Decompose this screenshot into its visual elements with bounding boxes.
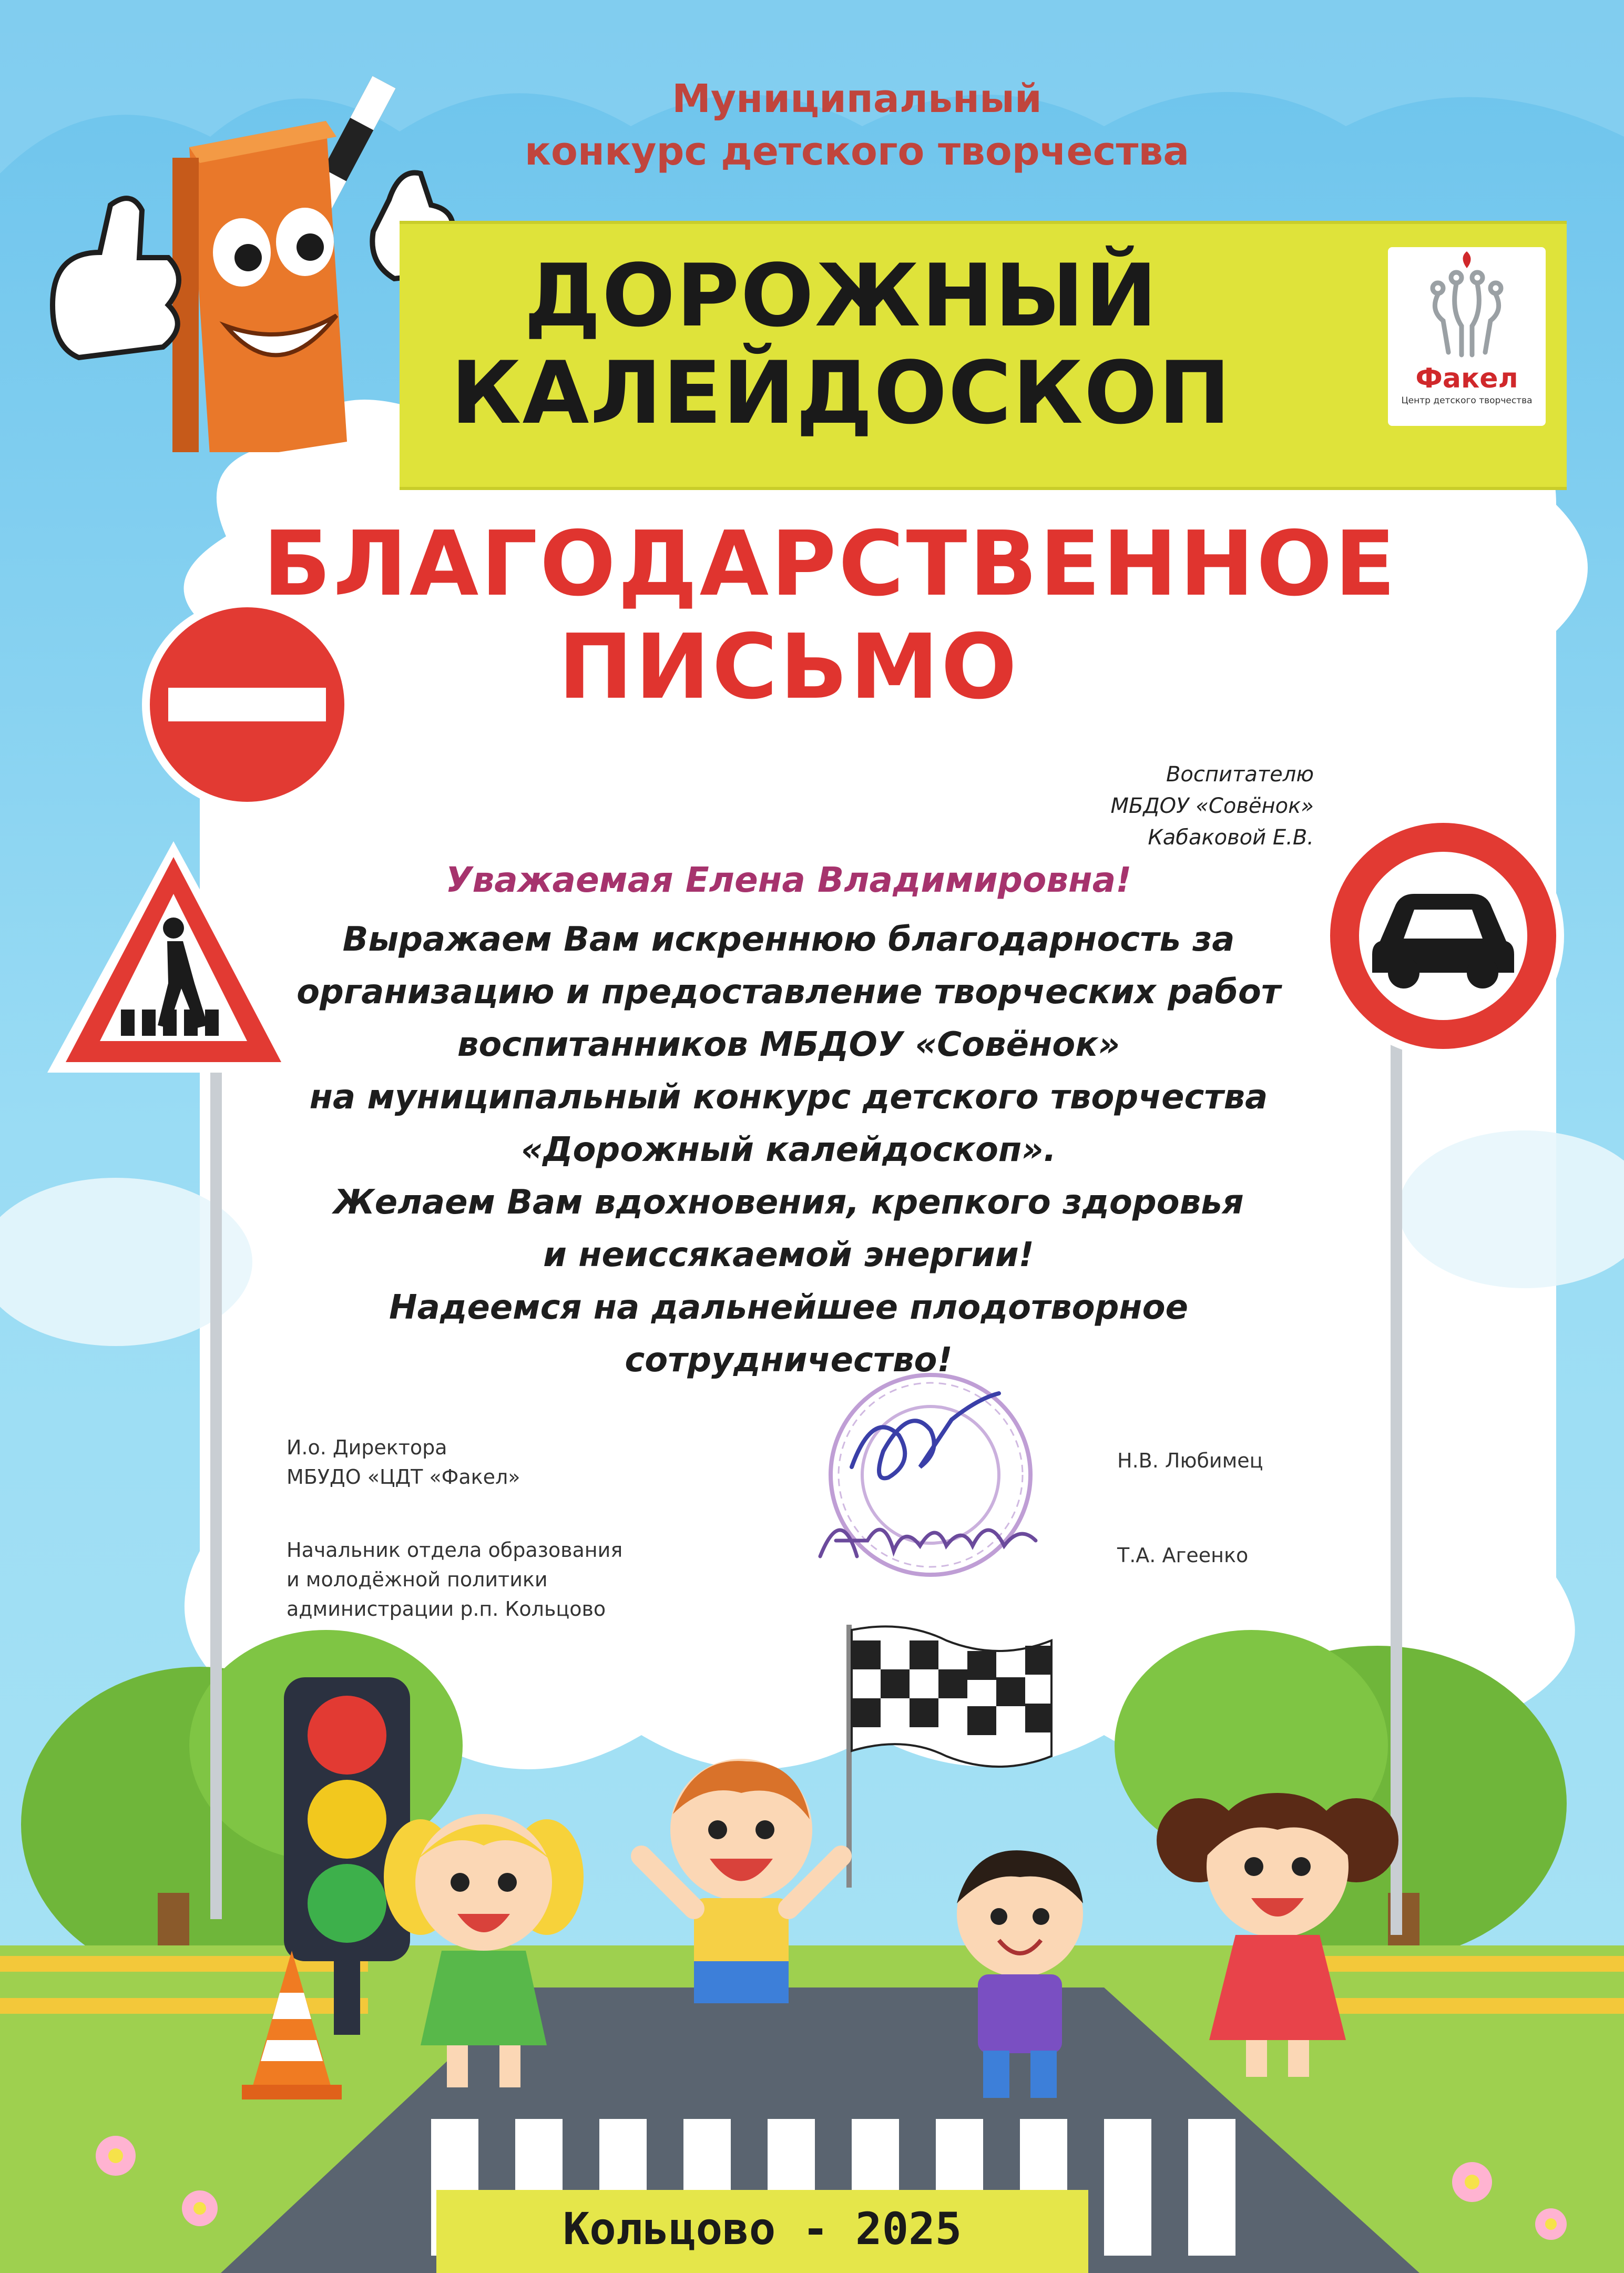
- body-line: организацию и предоставление творческих работ: [297, 973, 1281, 1012]
- girl-blonde-icon: [379, 1798, 589, 2093]
- head-name: Т.А. Агеенко: [1117, 1544, 1249, 1567]
- book-mascot-icon: [32, 32, 463, 452]
- boy-dark-hair-icon: [925, 1840, 1115, 2103]
- salutation: Уважаемая Елена Владимировна!: [445, 860, 1132, 900]
- contest-title-line-2: КАЛЕЙДОСКОП: [451, 343, 1232, 443]
- body-line: «Дорожный калейдоскоп».: [520, 1130, 1057, 1169]
- director-title-line-1: И.о. Директора: [287, 1436, 447, 1459]
- director-name: Н.В. Любимец: [1117, 1449, 1263, 1472]
- head-title-line-1: Начальник отдела образования: [287, 1538, 623, 1562]
- contest-title-line-1: ДОРОЖНЫЙ: [524, 246, 1159, 346]
- body-line: Желаем Вам вдохновения, крепкого здоровья: [333, 1183, 1244, 1222]
- organizer-heading: [463, 73, 1251, 178]
- head-title-line-2: и молодёжной политики: [287, 1568, 548, 1591]
- director-signature-icon: [841, 1388, 1015, 1493]
- footer-place-year: Кольцово - 2025: [563, 2203, 962, 2255]
- document-title: [263, 512, 1398, 719]
- contest-title: [400, 247, 1283, 442]
- boy-redhead-icon: [631, 1751, 852, 2045]
- logo-subtitle: Центр детского творчества: [1401, 395, 1533, 406]
- head-title-line-3: администрации р.п. Кольцово: [287, 1597, 606, 1620]
- body-line: и неиссякаемой энергии!: [543, 1236, 1034, 1275]
- director-title-line-2: МБУДО «ЦДТ «Факел»: [287, 1465, 520, 1489]
- body-line: Надеемся на дальнейшее плодотворное: [389, 1288, 1188, 1327]
- body-line: воспитанников МБДОУ «Совёнок»: [457, 1025, 1120, 1064]
- document-title-line-2: ПИСЬМО: [558, 615, 1019, 719]
- head-signature-icon: [810, 1493, 1046, 1577]
- recipient-line-2: МБДОУ «Совёнок»: [1110, 794, 1314, 818]
- body-line: сотрудничество!: [625, 1341, 953, 1380]
- girl-dark-curls-icon: [1157, 1777, 1398, 2082]
- logo-name: Факел: [1415, 363, 1518, 394]
- fakel-logo-icon: [1388, 247, 1546, 363]
- director-title: [287, 1433, 520, 1492]
- document-title-line-1: БЛАГОДАРСТВЕННОЕ: [263, 512, 1398, 616]
- organizer-line-2: конкурс детского творчества: [524, 129, 1190, 174]
- recipient-line-3: Кабаковой Е.В.: [1148, 825, 1314, 850]
- recipient-line-1: Воспитателю: [1166, 762, 1314, 787]
- traffic-cone-icon: [242, 1945, 342, 2103]
- body-line: Выражаем Вам искреннюю благодарность за: [342, 920, 1235, 959]
- body-line: на муниципальный конкурс детского творчества: [309, 1078, 1268, 1117]
- head-title: [287, 1535, 622, 1624]
- organizer-line-1: Муниципальный: [672, 76, 1042, 121]
